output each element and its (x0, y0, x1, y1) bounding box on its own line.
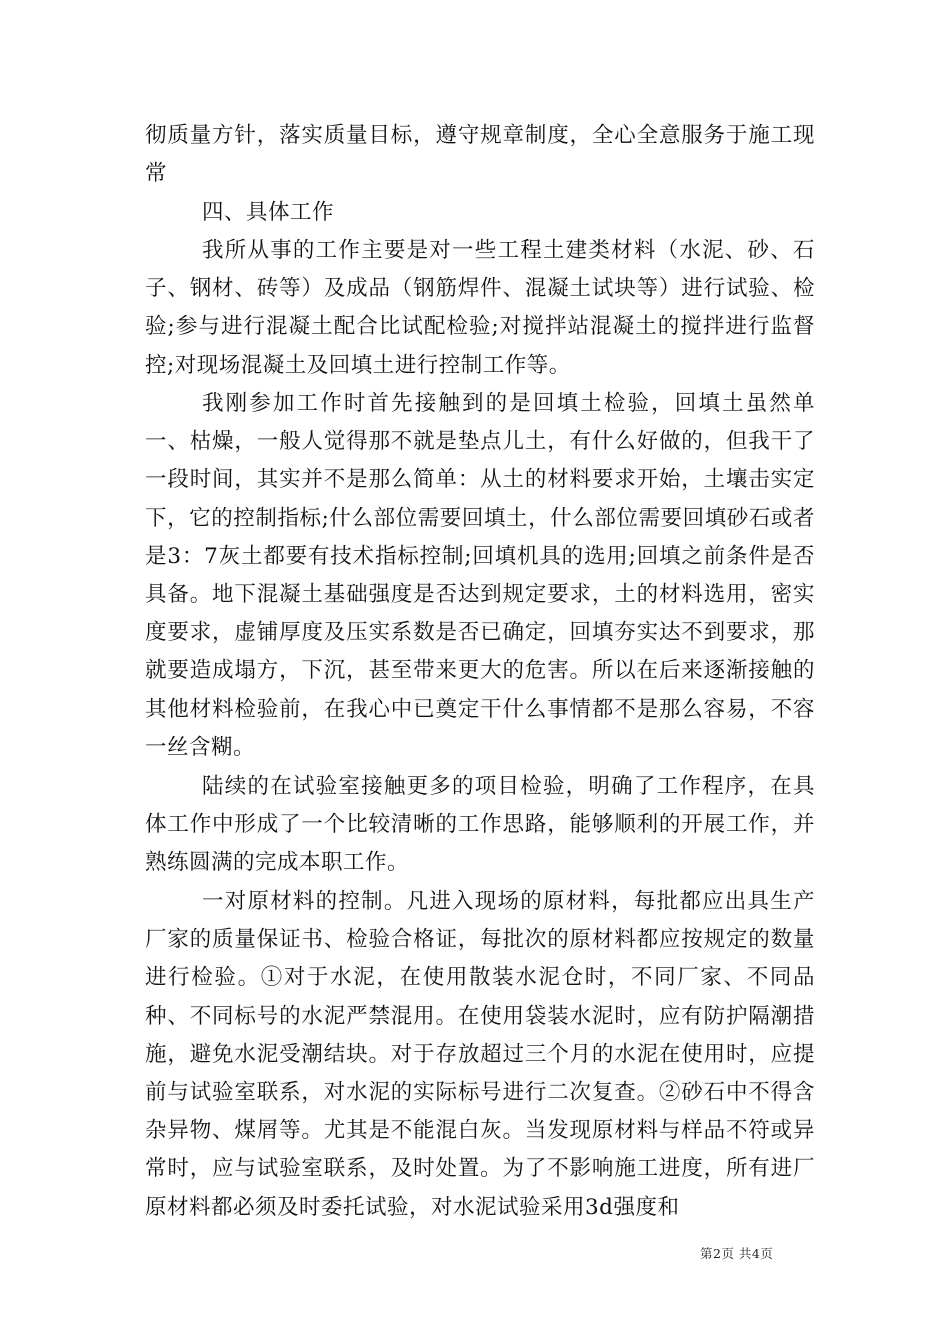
paragraph-continuation: 彻质量方针，落实质量目标，遵守规章制度，全心全意服务于施工现常 (145, 123, 815, 187)
paragraph-backfill-inspection: 我刚参加工作时首先接触到的是回填土检验，回填土虽然单一、枯燥，一般人觉得那不就是垫点儿土，有什么好做的，但我干了一段时间，其实并不是那么简单：从土的材料要求开始，土壤击实定下，它的控制指标;什么部位需要回填土，什么部位需要回填砂石或者是3：7灰土都要有技术指标控制;回填机具的选用;回填之前条件是否具备。地下混凝土基础强度是否达到规定要求，土的材料选用，密实度要求，虚铺厚度及压实系数是否已确定，回填夯实达不到要求，那就要造成塌方，下沉，甚至带来更大的危害。所以在后来逐渐接触的其他材料检验前，在我心中已奠定干什么事情都不是那么容易，不容一丝含糊。 (145, 391, 815, 760)
paragraph-raw-material-control: 一对原材料的控制。凡进入现场的原材料，每批都应出具生产厂家的质量保证书、检验合格证，每批次的原材料都应按规定的数量进行检验。①对于水泥，在使用散装水泥仓时，不同厂家、不同品种、不同标号的水泥严禁混用。在使用袋装水泥时，应有防护隔潮措施，避免水泥受潮结块。对于存放超过三个月的水泥在使用时，应提前与试验室联系，对水泥的实际标号进行二次复查。②砂石中不得含杂异物、煤屑等。尤其是不能混白灰。当发现原材料与样品不符或异常时，应与试验室联系，及时处置。为了不影响施工进度，所有进厂原材料都必须及时委托试验，对水泥试验采用3d强度和 (145, 889, 815, 1220)
page-number-footer (700, 1244, 773, 1262)
page-number-label: 第2页 共4页 (700, 1246, 774, 1261)
paragraph-work-scope: 我所从事的工作主要是对一些工程土建类材料（水泥、砂、石子、钢材、砖等）及成品（钢筋焊件、混凝土试块等）进行试验、检验;参与进行混凝土配合比试配检验;对搅拌站混凝土的搅拌进行监督控;对现场混凝土及回填土进行控制工作等。 (145, 238, 815, 378)
section-heading: 四、具体工作 (202, 200, 335, 225)
paragraph-lab-work: 陆续的在试验室接触更多的项目检验，明确了工作程序，在具体工作中形成了一个比较清晰的工作思路，能够顺利的开展工作，并熟练圆满的完成本职工作。 (145, 774, 815, 876)
